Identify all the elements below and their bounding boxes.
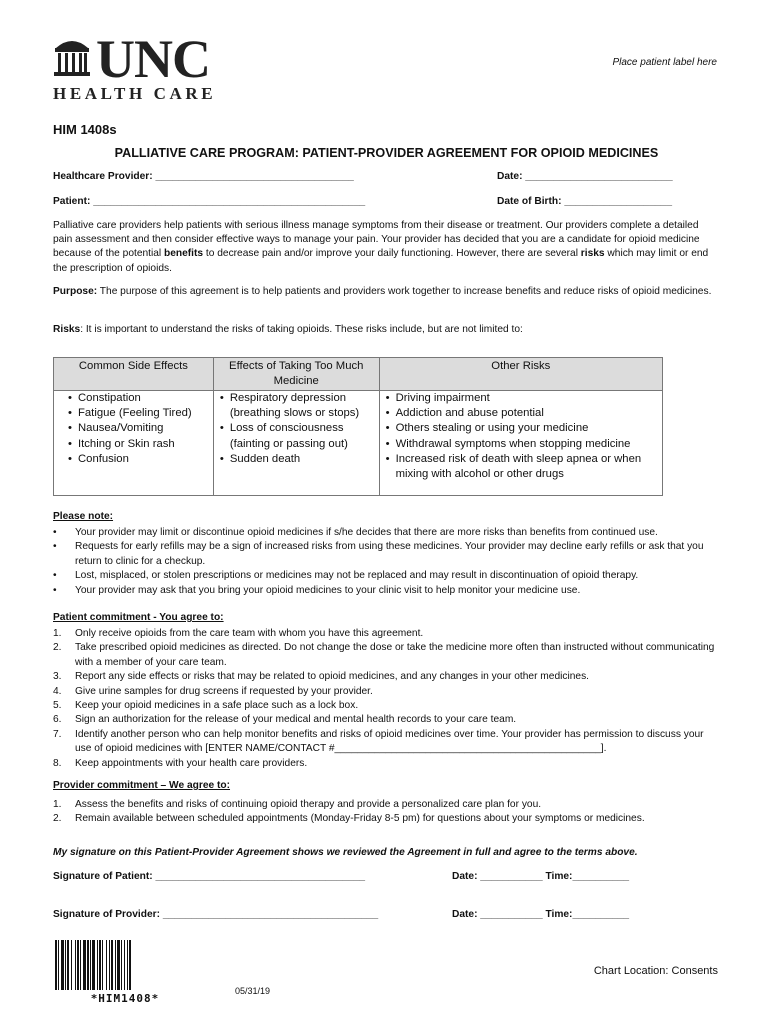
header-common-side-effects: Common Side Effects	[54, 358, 214, 391]
list-item: • Confusion	[78, 452, 213, 467]
logo-unc-text: UNC	[96, 29, 210, 89]
list-item: • Requests for early refills may be a sign of increased risks from using these medicines. Your provider may decline early refills or ask that you return to clinic for a checkup.	[53, 541, 704, 567]
list-item: 7. Identify another person who can help monitor benefits and risks of opioid medicines over time. Your provider has permission to discuss your use of opioid medicines with [ENTER NAME/CONTACT #_______________________________________________].	[53, 728, 704, 755]
list-item: 2. Remain available between scheduled appointments (Monday-Friday 8-5 pm) for questions about your symptoms or medicines.	[53, 813, 645, 825]
provider-signature-date-time[interactable]: Date: ___________ Time:__________	[452, 909, 630, 920]
risk-table	[53, 357, 663, 496]
list-item: • Withdrawal symptoms when stopping medicine	[396, 437, 662, 452]
provider-commitment-list	[53, 798, 720, 827]
provider-commitment-heading: Provider commitment – We agree to:	[53, 780, 231, 791]
common-side-effects-cell	[54, 391, 214, 496]
date-of-birth-field[interactable]: Date of Birth: ___________________	[497, 196, 672, 207]
list-item: 2. Take prescribed opioid medicines as directed. Do not change the dose or take the medicine more often than instructed without communicating with a member of your care team.	[53, 642, 715, 668]
patient-label-placeholder: Place patient label here	[612, 57, 717, 68]
old-well-logo-icon	[53, 36, 91, 78]
form-id: HIM 1408s	[53, 122, 117, 137]
list-item: • Your provider may ask that you bring your opioid medicines to your clinic visit to help monitor your medicine use.	[53, 584, 581, 596]
header-other-risks: Other Risks	[379, 358, 662, 391]
intro-paragraph: Palliative care providers help patients with serious illness manage symptoms from their disease or treatment. Our providers complete a detailed pain assessment and then consider effective ways to manage your pain. Your provider has decided that you are a candidate for opioid medicine because of the potential benefits to decrease pain and/or improve your daily functioning. However, there are several risks which may limit or end the prescription of opioids.	[53, 220, 709, 274]
list-item: • Your provider may limit or discontinue opioid medicines if s/he decides that there are more risks than benefits from continued use.	[53, 527, 658, 538]
date-field[interactable]: Date: __________________________	[497, 171, 673, 182]
logo-health-care-text: HEALTH CARE	[53, 84, 217, 103]
list-item: 1. Only receive opioids from the care team with whom you have this agreement.	[53, 628, 424, 639]
list-item: • Driving impairment	[396, 391, 662, 406]
other-risks-cell	[379, 391, 662, 496]
barcode-icon	[55, 940, 195, 990]
risks-intro: Risks: It is important to understand the risks of taking opioids. These risks include, but are not limited to:	[53, 324, 523, 335]
list-item: • Addiction and abuse potential	[396, 406, 662, 421]
signature-statement: My signature on this Patient-Provider Agreement shows we reviewed the Agreement in full and agree to the terms above.	[53, 847, 638, 858]
too-much-medicine-cell	[213, 391, 379, 496]
document-title: PALLIATIVE CARE PROGRAM: PATIENT-PROVIDER AGREEMENT FOR OPIOID MEDICINES	[114, 146, 659, 160]
list-item: • Itching or Skin rash	[78, 437, 213, 452]
chart-location: Chart Location: Consents	[593, 965, 718, 977]
risk-table-header	[54, 358, 663, 391]
patient-field[interactable]: Patient: ________________________________________________	[53, 196, 366, 207]
provider-signature-field[interactable]: Signature of Provider: ______________________________________	[53, 909, 379, 920]
list-item: • Respiratory depression (breathing slows or stops)	[230, 391, 379, 421]
list-item: 3. Report any side effects or risks that may be related to opioid medicines, and any changes in your other medicines.	[53, 671, 589, 683]
list-item: 5. Keep your opioid medicines in a safe place such as a lock box.	[53, 700, 359, 712]
barcode-text: *HIM1408*	[90, 992, 160, 1005]
list-item: • Lost, misplaced, or stolen prescriptions or medicines may not be replaced and may result in discontinuation of opioid therapy.	[53, 570, 639, 582]
list-item: • Fatigue (Feeling Tired)	[78, 406, 213, 421]
list-item: 8. Keep appointments with your health care providers.	[53, 757, 308, 769]
revision-date: 05/31/19	[235, 986, 271, 996]
list-item: • Nausea/Vomiting	[78, 421, 213, 436]
list-item: • Loss of consciousness (fainting or passing out)	[230, 421, 379, 451]
patient-signature-date-time[interactable]: Date: ___________ Time:__________	[452, 871, 630, 882]
patient-signature-field[interactable]: Signature of Patient: _____________________________________	[53, 871, 366, 882]
healthcare-provider-field[interactable]: Healthcare Provider: ___________________________________	[53, 171, 354, 182]
list-item: • Constipation	[78, 391, 213, 406]
list-item: • Others stealing or using your medicine	[396, 421, 662, 436]
please-note-list	[53, 526, 720, 598]
list-item: 4. Give urine samples for drug screens if requested by your provider.	[53, 685, 373, 697]
list-item: • Increased risk of death with sleep apnea or when mixing with alcohol or other drugs	[396, 452, 662, 482]
purpose-paragraph: Purpose: The purpose of this agreement is to help patients and providers work together to increase benefits and reduce risks of opioid medicines.	[53, 286, 712, 297]
list-item: 1. Assess the benefits and risks of continuing opioid therapy and provide a personalized care plan for you.	[53, 799, 542, 810]
patient-commitment-list	[53, 627, 720, 771]
list-item: 6. Sign an authorization for the release of your medical and mental health records to your care team.	[53, 714, 517, 726]
risk-table-row	[54, 391, 663, 496]
please-note-heading: Please note:	[53, 511, 114, 522]
header-too-much-medicine: Effects of Taking Too Much Medicine	[213, 358, 379, 391]
list-item: • Sudden death	[230, 452, 379, 467]
patient-commitment-heading: Patient commitment - You agree to:	[53, 612, 224, 623]
